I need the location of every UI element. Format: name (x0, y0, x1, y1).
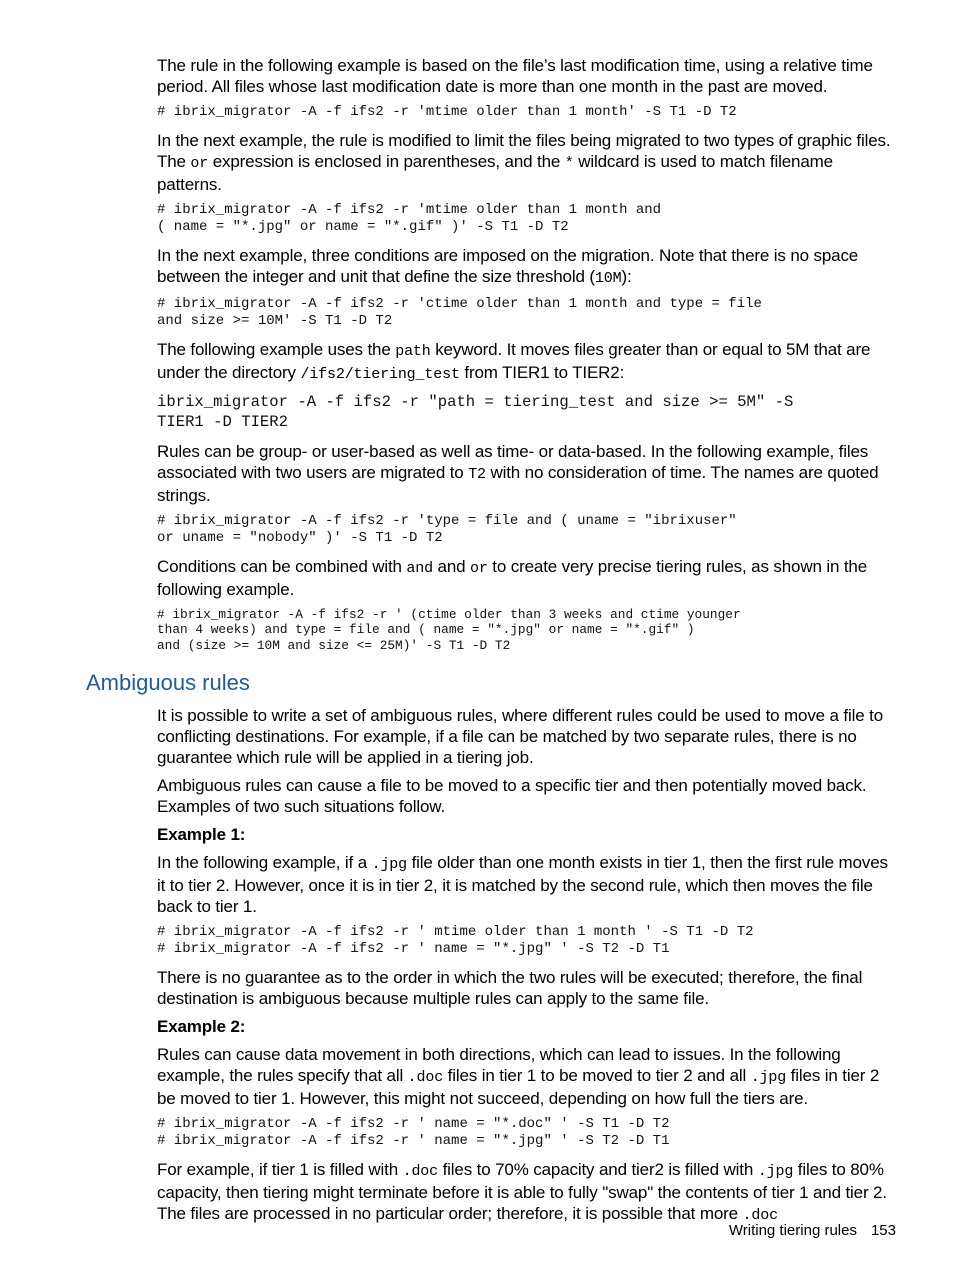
text: from TIER1 to TIER2: (459, 362, 625, 382)
inline-code-jpg: .jpg (750, 1068, 787, 1086)
paragraph-no-guarantee (157, 967, 899, 1009)
inline-code-directory: /ifs2/tiering_test (300, 365, 460, 383)
inline-code-10m: 10M (594, 269, 622, 287)
example-1-label: Example 1: (157, 824, 246, 844)
text: Rules can cause data movement in both directions, which can lead to issues. In the following example, the rules specify that all (157, 1044, 841, 1085)
text: keyword. It moves files greater than or equal to 5M that are under the directory (157, 339, 871, 382)
text: For example, if tier 1 is filled with (157, 1159, 403, 1179)
page-footer (729, 1222, 896, 1239)
text: The rule in the following example is based on the file’s last modification time, using a relative time period. All files whose last modification date is more than one month in the past are moved. (157, 56, 873, 96)
inline-code-path: path (395, 342, 431, 360)
paragraph-mtime-intro (157, 55, 899, 97)
code-mtime-rule: # ibrix_migrator -A -f ifs2 -r 'mtime older than 1 month' -S T1 -D T2 (157, 104, 737, 120)
code-example-1: # ibrix_migrator -A -f ifs2 -r ' mtime older than 1 month ' -S T1 -D T2 # ibrix_migrator -A -f ifs2 -r ' name = "*.jpg" ' -S T2 -D T1 (157, 923, 754, 958)
text: and (432, 556, 471, 576)
code-path-rule: ibrix_migrator -A -f ifs2 -r "path = tiering_test and size >= 5M" -S TIER1 -D TIER2 (157, 392, 794, 431)
inline-code-jpg: .jpg (371, 855, 407, 873)
text: files to 70% capacity and tier2 is filled with (438, 1159, 758, 1179)
text: The following example uses the (157, 339, 396, 359)
inline-code-t2: T2 (468, 465, 486, 483)
text: There is no guarantee as to the order in which the two rules will be executed; therefore, the final destination is ambiguous because multiple rules can apply to the same file. (157, 967, 863, 1008)
text: with no consideration of time. The names are quoted strings. (157, 462, 879, 505)
text: Conditions can be combined with (157, 556, 407, 576)
inline-code-doc: .doc (407, 1068, 444, 1086)
text: files in tier 2 be moved to tier 1. However, this might not succeed, depending on how full the tiers are. (157, 1065, 880, 1108)
paragraph-capacity-example (157, 1159, 899, 1226)
text: ): (621, 266, 632, 286)
text: In the next example, three conditions are imposed on the migration. Note that there is no space between the integer and unit that define the size threshold ( (157, 245, 859, 286)
text: files to 80% capacity, then tiering might terminate before it is able to fully "swap" the contents of tier 1 and tier 2. The files are processed in no particular order; therefore, it is possible that more (157, 1159, 887, 1223)
text: In the following example, if a (157, 852, 372, 872)
code-combined-rule: # ibrix_migrator -A -f ifs2 -r ' (ctime older than 3 weeks and ctime younger than 4 weeks) and type = file and ( name = "*.jpg" or name = "*.gif" ) and (size >= 10M and size <= 25M)' -S T1 -D T2 (157, 606, 741, 653)
code-uname-rule: # ibrix_migrator -A -f ifs2 -r 'type = file and ( uname = "ibrixuser" or uname = "nobody" )' -S T1 -D T2 (157, 512, 737, 546)
code-ctime-rule: # ibrix_migrator -A -f ifs2 -r 'ctime older than 1 month and type = file and size >= 10M' -S T1 -D T2 (157, 295, 762, 329)
paragraph-ambiguous-intro (157, 705, 899, 768)
inline-code-or: or (190, 154, 209, 172)
inline-code-doc: .doc (742, 1206, 778, 1224)
paragraph-three-conditions (157, 245, 899, 289)
text: files in tier 1 to be moved to tier 2 and all (443, 1065, 751, 1085)
footer-section-title: Writing tiering rules (728, 1222, 857, 1239)
inline-code-doc: .doc (402, 1162, 439, 1180)
page-number: 153 (870, 1222, 896, 1239)
text: expression is enclosed in parentheses, and the (208, 151, 565, 171)
text: In the next example, the rule is modified to limit the files being migrated to two types of graphic files. The (157, 130, 891, 171)
paragraph-ambiguous-move-back (157, 775, 899, 817)
paragraph-path-keyword (157, 339, 899, 385)
code-graphic-rule: # ibrix_migrator -A -f ifs2 -r 'mtime older than 1 month and ( name = "*.jpg" or name = "*.gif" )' -S T1 -D T2 (157, 201, 662, 235)
paragraph-graphic-files (157, 130, 899, 195)
text: Rules can be group- or user-based as well as time- or data-based. In the following example, files associated with two users are migrated to (157, 441, 869, 482)
paragraph-combined-conditions (157, 556, 899, 600)
code-example-2: # ibrix_migrator -A -f ifs2 -r ' name = "*.doc" ' -S T1 -D T2 # ibrix_migrator -A -f ifs2 -r ' name = "*.jpg" ' -S T2 -D T1 (157, 1115, 670, 1150)
text: file older than one month exists in tier 1, then the first rule moves it to tier 2. However, once it is in tier 2, it is matched by the second rule, which then moves the file back to tier 1. (157, 852, 888, 916)
paragraph-user-based (157, 441, 899, 506)
paragraph-example-2 (157, 1044, 899, 1109)
inline-code-and: and (406, 559, 433, 577)
text: to create very precise tiering rules, as shown in the following example. (157, 556, 868, 599)
text: wildcard is used to match filename patterns. (157, 151, 833, 194)
example-2-label: Example 2: (157, 1016, 246, 1036)
inline-code-star: * (564, 154, 574, 172)
section-heading-ambiguous-rules: Ambiguous rules (86, 669, 250, 695)
inline-code-or: or (470, 559, 488, 577)
page-body (86, 55, 899, 1233)
inline-code-jpg: .jpg (757, 1162, 794, 1180)
text: It is possible to write a set of ambiguous rules, where different rules could be used to move a file to conflicting destinations. For example, if a file can be matched by two separate rules, there is no guarantee which rule will be applied in a tiering job. (157, 705, 884, 767)
paragraph-example-1 (157, 852, 899, 917)
text: Ambiguous rules can cause a file to be moved to a specific tier and then potentially moved back. Examples of two such situations follow. (157, 775, 867, 816)
